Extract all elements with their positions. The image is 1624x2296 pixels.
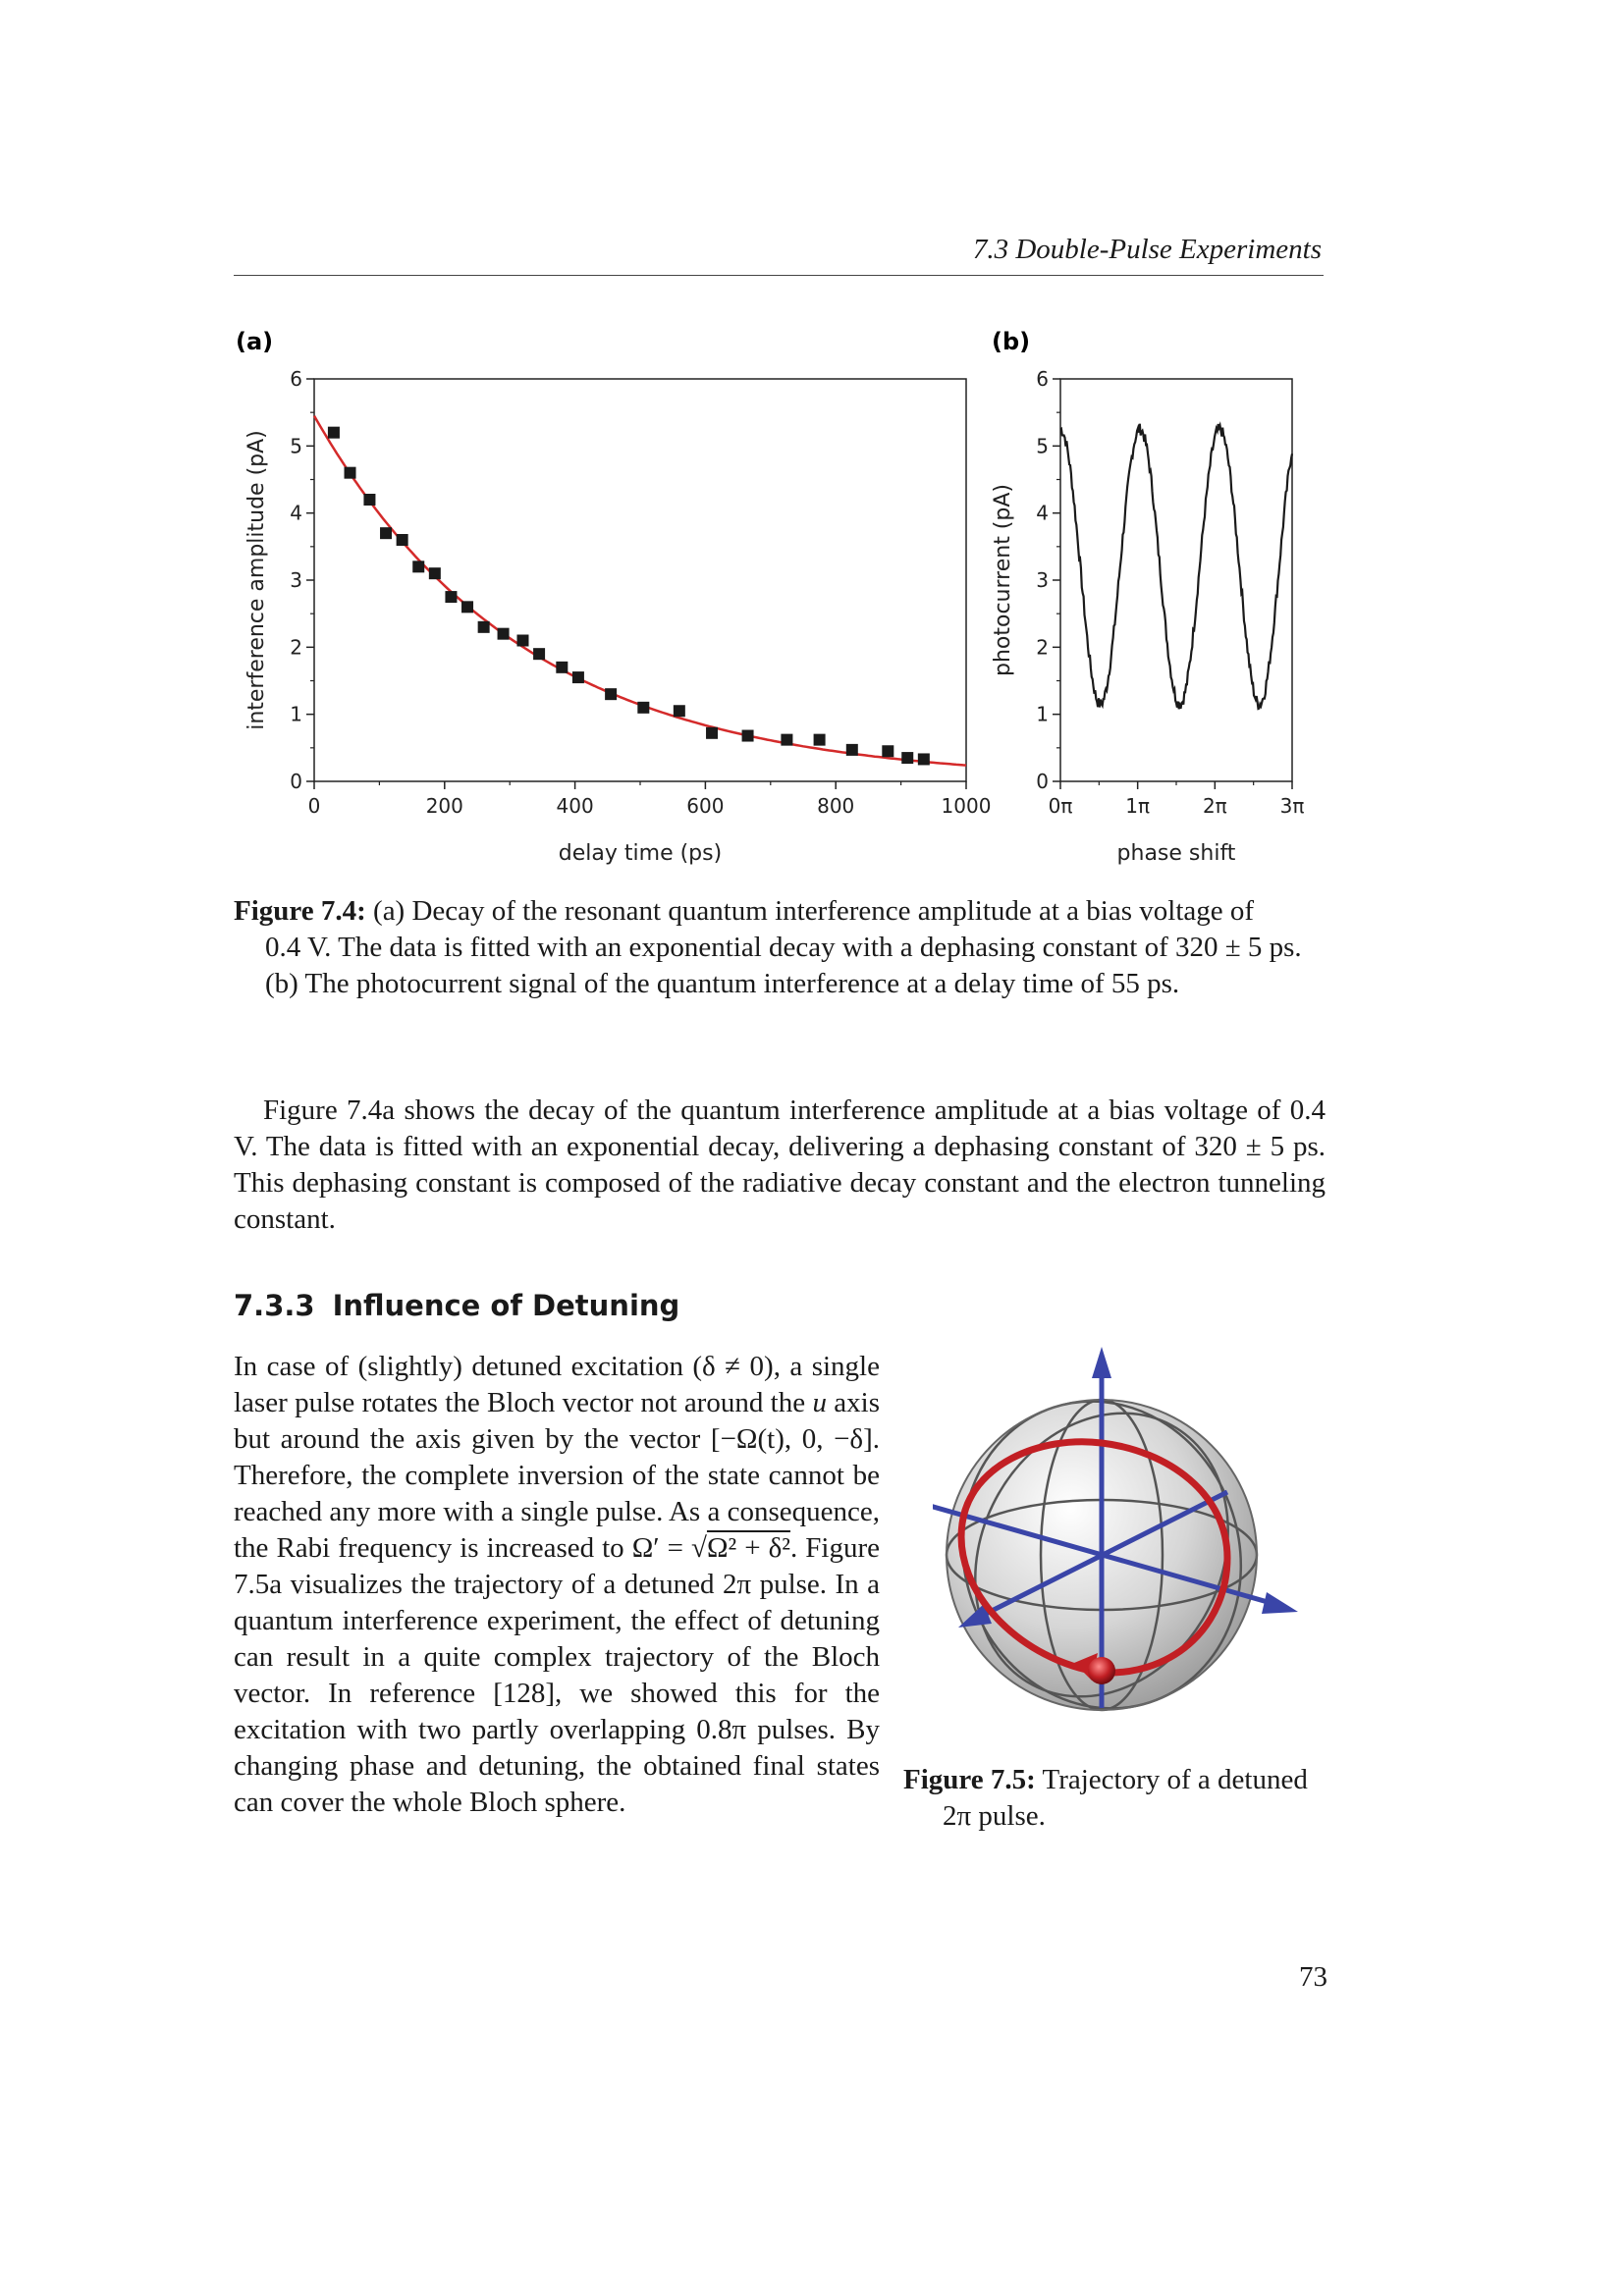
y-axis-label-b: photocurrent (pA) <box>991 484 1015 676</box>
data-point <box>742 730 754 742</box>
body-paragraph-2-u-symbol: u <box>812 1387 827 1418</box>
y-tick-label-b-4: 4 <box>1036 501 1049 525</box>
data-point <box>901 752 913 764</box>
figure-7-5-caption <box>903 1762 1335 1835</box>
data-point <box>363 494 375 506</box>
running-header <box>234 232 1324 276</box>
x-tick-label-b-2: 2π <box>1202 794 1227 818</box>
body-paragraph-2-part-a: In case of (slightly) detuned excitation (δ ≠ 0), a single laser pulse rotates the Bloch vector not around the <box>234 1351 880 1418</box>
running-title: 7.3 Double-Pulse Experiments <box>972 234 1322 265</box>
data-point <box>846 744 858 756</box>
x-tick-label-a-3: 600 <box>686 794 725 818</box>
data-point <box>918 753 930 765</box>
y-tick-label-a-0: 0 <box>290 770 302 793</box>
data-point <box>882 745 893 757</box>
axis-w-arrowhead <box>1092 1347 1111 1378</box>
data-point <box>516 635 528 647</box>
panel-b-label: (b) <box>992 328 1031 355</box>
figure-7-4 <box>232 324 1327 874</box>
body-paragraph-2-part-c: . Figure 7.5a visualizes the trajectory of a detuned 2π pulse. In a quantum interference experiment, the effect of detuning can result in a quite complex trajectory of the Bloch vector. In reference [128], we showed this for the excitation with two partly overlapping 0.8π pulses. By changing phase and detuning, the obtained final states can cover the whole Bloch sphere. <box>234 1532 880 1818</box>
data-point <box>706 727 718 739</box>
x-tick-label-a-2: 400 <box>556 794 594 818</box>
panel-a-label: (a) <box>236 328 274 355</box>
chart-a <box>244 367 991 866</box>
y-tick-label-b-2: 2 <box>1036 635 1049 660</box>
x-tick-label-b-1: 1π <box>1125 794 1151 818</box>
axis-u-arrowhead <box>1262 1592 1298 1614</box>
y-tick-label-b-1: 1 <box>1036 702 1049 726</box>
data-point <box>814 734 826 746</box>
data-point <box>412 561 424 572</box>
body-paragraph-2-part-b: axis but around the axis given by the vector [−Ω(t), 0, −δ]. Therefore, the complete inversion of the state cannot be reached any more with a single pulse. As a consequence, the Rabi frequency is increased to Ω′ = √ <box>234 1387 881 1564</box>
y-tick-label-b-5: 5 <box>1036 434 1049 458</box>
section-number: 7.3.3 <box>234 1289 315 1322</box>
data-point <box>556 662 568 673</box>
figure-7-4-svg <box>232 324 1327 874</box>
chart-b <box>991 367 1304 866</box>
section-heading <box>234 1289 679 1322</box>
data-point <box>533 648 545 660</box>
data-point <box>781 734 792 746</box>
data-point <box>429 567 441 579</box>
bloch-vector-tip <box>1088 1657 1115 1684</box>
x-tick-label-a-0: 0 <box>307 794 321 818</box>
figure-7-4-caption-line-3: (b) The photocurrent signal of the quantum interference at a delay time of 55 ps. <box>265 968 1180 999</box>
data-point <box>674 705 685 717</box>
data-point <box>345 467 356 479</box>
data-point <box>572 671 584 683</box>
y-axis-label-a: interference amplitude (pA) <box>244 430 269 730</box>
x-axis-label-a: delay time (ps) <box>558 841 723 866</box>
y-tick-label-a-1: 1 <box>290 702 302 726</box>
data-point <box>637 702 649 714</box>
body-paragraph-1 <box>234 1093 1326 1238</box>
body-paragraph-2 <box>234 1349 880 1821</box>
data-point <box>461 601 473 613</box>
y-tick-label-a-4: 4 <box>290 501 302 525</box>
data-point <box>380 527 392 539</box>
data-point <box>478 621 490 633</box>
x-axis-label-b: phase shift <box>1116 841 1236 866</box>
x-tick-label-b-3: 3π <box>1279 794 1305 818</box>
section-title: Influence of Detuning <box>332 1289 680 1322</box>
body-paragraph-1-text: Figure 7.4a shows the decay of the quantum interference amplitude at a bias voltage of 0.4 V. The data is fitted with an exponential decay, delivering a dephasing constant of 320 ± 5 ps. This dephasing constant is composed of the radiative decay constant and the electron tunneling constant. <box>234 1095 1326 1235</box>
figure-7-5-caption-line-2: 2π pulse. <box>943 1800 1046 1832</box>
figure-7-4-caption-line-1: (a) Decay of the resonant quantum interference amplitude at a bias voltage of <box>365 895 1255 927</box>
y-tick-label-b-6: 6 <box>1036 367 1049 391</box>
photocurrent-trace <box>1060 424 1292 710</box>
y-tick-label-b-0: 0 <box>1036 770 1049 793</box>
y-tick-label-a-5: 5 <box>290 434 302 458</box>
bloch-sphere-illustration <box>933 1347 1298 1739</box>
figure-7-4-caption <box>234 893 1326 1002</box>
plot-frame-a <box>314 379 966 781</box>
body-paragraph-2-sqrt: Ω² + δ² <box>706 1532 790 1564</box>
data-point <box>445 591 457 603</box>
figure-7-5-caption-line-1: Trajectory of a detuned <box>1035 1764 1308 1795</box>
figure-7-5 <box>933 1347 1298 1739</box>
data-point <box>498 628 510 640</box>
plot-frame-b <box>1060 379 1292 781</box>
y-tick-label-a-6: 6 <box>290 367 302 391</box>
x-tick-label-a-1: 200 <box>425 794 463 818</box>
y-tick-label-a-2: 2 <box>290 635 302 660</box>
data-point <box>397 534 408 546</box>
page-number: 73 <box>1299 1961 1327 1993</box>
figure-7-4-caption-line-2: 0.4 V. The data is fitted with an exponential decay with a dephasing constant of 320 ± 5 ps. <box>265 932 1302 963</box>
x-tick-label-b-0: 0π <box>1048 794 1073 818</box>
figure-7-5-caption-label: Figure 7.5: <box>903 1764 1036 1795</box>
x-tick-label-a-4: 800 <box>817 794 855 818</box>
y-tick-label-b-3: 3 <box>1036 568 1049 592</box>
data-point <box>605 688 617 700</box>
y-tick-label-a-3: 3 <box>290 568 302 592</box>
figure-7-4-caption-label: Figure 7.4: <box>234 895 366 927</box>
x-tick-label-a-5: 1000 <box>941 794 992 818</box>
data-point <box>328 427 340 439</box>
